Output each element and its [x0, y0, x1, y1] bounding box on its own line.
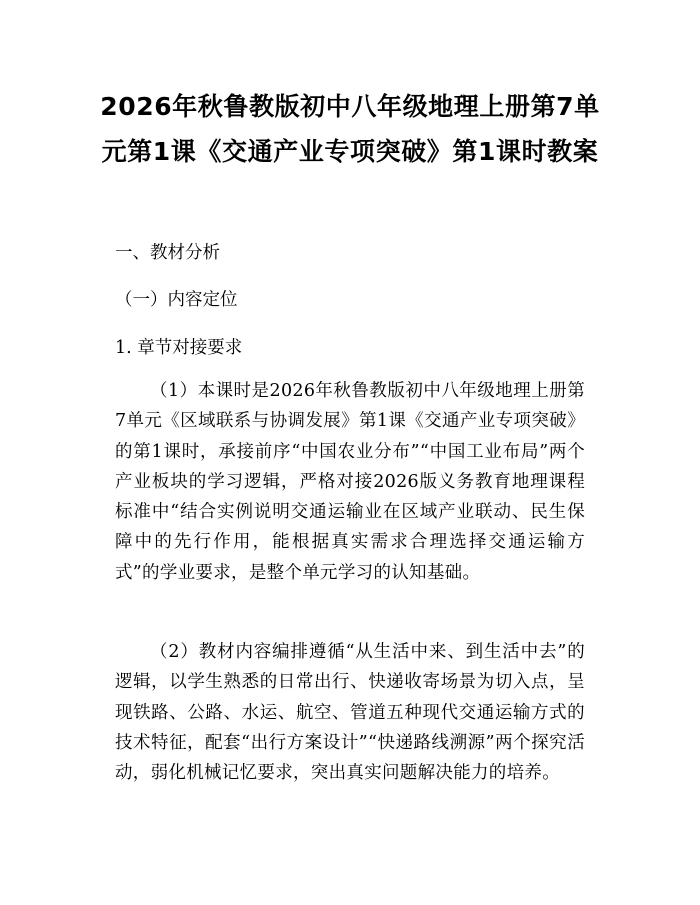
section-heading: 一、教材分析: [115, 243, 220, 263]
subsection-heading: （一）内容定位: [115, 290, 238, 310]
body-paragraph-1: （1）本课时是2026年秋鲁教版初中八年级地理上册第7单元《区域联系与协调发展》第1课《交通产业专项突破》的第1课时，承接前序“中国农业分布”“中国工业布局”两个产业板块的学习逻辑，严格对接2026版义务教育地理课程标准中“结合实例说明交通运输业在区域产业联动、民生保障中的先行作用，能根据真实需求合理选择交通运输方式”的学业要求，是整个单元学习的认知基础。: [115, 381, 585, 583]
body-paragraph-2: （2）教材内容编排遵循“从生活中来、到生活中去”的逻辑，以学生熟悉的日常出行、快递收寄场景为切入点，呈现铁路、公路、水运、航空、管道五种现代交通运输方式的技术特征，配套“出行方案设计”“快递路线溯源”两个探究活动，弱化机械记忆要求，突出真实问题解决能力的培养。: [115, 642, 585, 784]
subsubsection-heading: 1. 章节对接要求: [115, 338, 243, 358]
document-title: 2026年秋鲁教版初中八年级地理上册第7单元第1课《交通产业专项突破》第1课时教案: [100, 92, 600, 166]
